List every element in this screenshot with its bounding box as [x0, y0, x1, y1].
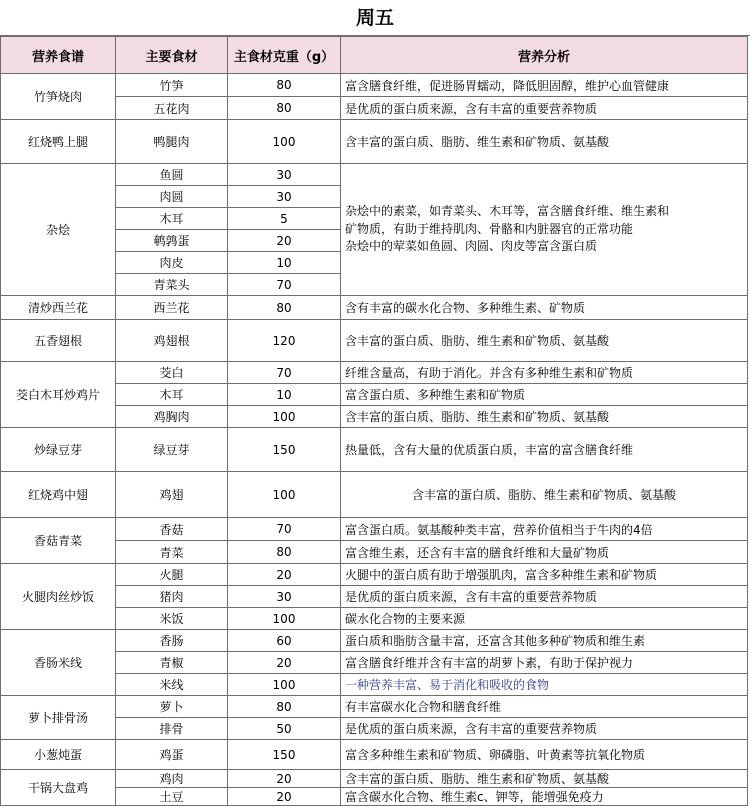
table-row	[1, 320, 748, 362]
table-row	[1, 472, 748, 518]
nutrition-analysis: 富含多种维生素和矿物质、卵磷脂、叶黄素等抗氧化物质	[341, 740, 748, 770]
recipe-name: 清炒西兰花	[1, 296, 116, 320]
menu-body	[1, 74, 748, 806]
ingredient-weight: 100	[228, 472, 341, 518]
nutrition-analysis: 含丰富的蛋白质、脂肪、维生素和矿物质、氨基酸	[341, 120, 748, 164]
nutrition-analysis: 含有丰富的碳水化合物、多种维生素、矿物质	[341, 296, 748, 320]
ingredient-name: 茭白	[116, 362, 228, 384]
ingredient-name: 青菜头	[116, 274, 228, 296]
ingredient-weight: 30	[228, 164, 341, 186]
ingredient-weight: 5	[228, 208, 341, 230]
ingredient-name: 绿豆芽	[116, 428, 228, 472]
nutrition-analysis: 富含维生素，还含有丰富的膳食纤维和大量矿物质	[341, 541, 748, 564]
ingredient-weight: 20	[228, 788, 341, 806]
nutrition-analysis: 富含膳食纤维并含有丰富的胡萝卜素，有助于保护视力	[341, 652, 748, 674]
table-row	[1, 518, 748, 541]
nutrition-analysis: 是优质的蛋白质来源，含有丰富的重要营养物质	[341, 718, 748, 740]
nutrition-analysis: 富含膳食纤维，促进肠胃蠕动，降低胆固醇，维护心血管健康	[341, 74, 748, 97]
table-row	[1, 770, 748, 788]
nutrition-analysis: 含丰富的蛋白质、脂肪、维生素和矿物质、氨基酸	[341, 406, 748, 428]
ingredient-name: 青椒	[116, 652, 228, 674]
nutrition-analysis: 热量低，含有大量的优质蛋白质，丰富的富含膳食纤维	[341, 428, 748, 472]
ingredient-name: 鱼圆	[116, 164, 228, 186]
table-row	[1, 74, 748, 97]
recipe-name: 香肠米线	[1, 630, 116, 696]
header-recipe: 营养食谱	[1, 37, 116, 74]
ingredient-name: 香肠	[116, 630, 228, 652]
ingredient-weight: 60	[228, 630, 341, 652]
recipe-name: 竹笋烧肉	[1, 74, 116, 120]
ingredient-name: 木耳	[116, 384, 228, 406]
header-analysis: 营养分析	[341, 37, 748, 74]
ingredient-weight: 150	[228, 428, 341, 472]
ingredient-name: 米饭	[116, 608, 228, 630]
ingredient-weight: 10	[228, 252, 341, 274]
nutrition-analysis: 碳水化合物的主要来源	[341, 608, 748, 630]
ingredient-weight: 100	[228, 406, 341, 428]
recipe-name: 杂烩	[1, 164, 116, 296]
ingredient-name: 竹笋	[116, 74, 228, 97]
nutrition-analysis: 富含碳水化合物、维生素c、钾等，能增强免疫力	[341, 788, 748, 806]
nutrition-analysis: 火腿中的蛋白质有助于增强肌肉，富含多种维生素和矿物质	[341, 564, 748, 586]
table-row	[1, 564, 748, 586]
ingredient-weight: 70	[228, 518, 341, 541]
ingredient-name: 鸭腿肉	[116, 120, 228, 164]
ingredient-weight: 30	[228, 586, 341, 608]
ingredient-weight: 80	[228, 696, 341, 718]
recipe-name: 小葱炖蛋	[1, 740, 116, 770]
recipe-name: 香菇青菜	[1, 518, 116, 564]
menu-table	[0, 36, 748, 806]
recipe-name: 茭白木耳炒鸡片	[1, 362, 116, 428]
nutrition-analysis: 富含蛋白质、多种维生素和矿物质	[341, 384, 748, 406]
ingredient-weight: 50	[228, 718, 341, 740]
ingredient-name: 木耳	[116, 208, 228, 230]
ingredient-weight: 20	[228, 230, 341, 252]
nutrition-analysis: 蛋白质和脂肪含量丰富，还富含其他多种矿物质和维生素	[341, 630, 748, 652]
ingredient-name: 鸡胸肉	[116, 406, 228, 428]
header-row	[1, 37, 748, 74]
recipe-name: 干锅大盘鸡	[1, 770, 116, 806]
ingredient-name: 鸡蛋	[116, 740, 228, 770]
table-row	[1, 120, 748, 164]
ingredient-name: 鹌鹑蛋	[116, 230, 228, 252]
table-row	[1, 362, 748, 384]
ingredient-weight: 70	[228, 362, 341, 384]
ingredient-weight: 10	[228, 384, 341, 406]
recipe-name: 五香翅根	[1, 320, 116, 362]
ingredient-weight: 20	[228, 770, 341, 788]
table-row	[1, 740, 748, 770]
recipe-name: 炒绿豆芽	[1, 428, 116, 472]
ingredient-weight: 70	[228, 274, 341, 296]
ingredient-weight: 150	[228, 740, 341, 770]
ingredient-name: 肉皮	[116, 252, 228, 274]
ingredient-name: 火腿	[116, 564, 228, 586]
ingredient-weight: 80	[228, 74, 341, 97]
ingredient-name: 鸡翅	[116, 472, 228, 518]
nutrition-analysis: 富含蛋白质。氨基酸种类丰富，营养价值相当于牛肉的4倍	[341, 518, 748, 541]
ingredient-name: 五花肉	[116, 97, 228, 120]
table-row	[1, 630, 748, 652]
nutrition-analysis: 是优质的蛋白质来源，含有丰富的重要营养物质	[341, 586, 748, 608]
nutrition-analysis: 纤维含量高，有助于消化。并含有多种维生素和矿物质	[341, 362, 748, 384]
ingredient-name: 香菇	[116, 518, 228, 541]
table-row	[1, 428, 748, 472]
ingredient-weight: 80	[228, 97, 341, 120]
nutrition-analysis: 是优质的蛋白质来源，含有丰富的重要营养物质	[341, 97, 748, 120]
ingredient-name: 萝卜	[116, 696, 228, 718]
ingredient-name: 排骨	[116, 718, 228, 740]
ingredient-name: 肉圆	[116, 186, 228, 208]
nutrition-analysis: 杂烩中的素菜，如青菜头、木耳等，富含膳食纤维、维生素和 矿物质，有助于维持肌肉、骨骼和内脏器官的正常功能 杂烩中的荤菜如鱼圆、肉圆、肉皮等富含蛋白质	[341, 164, 748, 296]
ingredient-name: 青菜	[116, 541, 228, 564]
nutrition-analysis: 有丰富碳水化合物和膳食纤维	[341, 696, 748, 718]
ingredient-name: 米线	[116, 674, 228, 696]
ingredient-weight: 20	[228, 564, 341, 586]
ingredient-name: 猪肉	[116, 586, 228, 608]
page-title: 周五	[0, 0, 750, 36]
ingredient-weight: 30	[228, 186, 341, 208]
ingredient-name: 鸡肉	[116, 770, 228, 788]
recipe-name: 红烧鸡中翅	[1, 472, 116, 518]
nutrition-analysis: 含丰富的蛋白质、脂肪、维生素和矿物质、氨基酸	[341, 320, 748, 362]
table-row	[1, 164, 748, 186]
ingredient-weight: 80	[228, 541, 341, 564]
nutrition-analysis: 含丰富的蛋白质、脂肪、维生素和矿物质、氨基酸	[341, 770, 748, 788]
ingredient-weight: 20	[228, 652, 341, 674]
ingredient-name: 鸡翅根	[116, 320, 228, 362]
table-row	[1, 696, 748, 718]
ingredient-name: 西兰花	[116, 296, 228, 320]
header-ingredient: 主要食材	[116, 37, 228, 74]
ingredient-weight: 100	[228, 674, 341, 696]
ingredient-weight: 100	[228, 608, 341, 630]
ingredient-weight: 120	[228, 320, 341, 362]
recipe-name: 萝卜排骨汤	[1, 696, 116, 740]
nutrition-analysis: 一种营养丰富、易于消化和吸收的食物	[341, 674, 748, 696]
ingredient-weight: 80	[228, 296, 341, 320]
recipe-name: 火腿肉丝炒饭	[1, 564, 116, 630]
ingredient-name: 土豆	[116, 788, 228, 806]
header-weight: 主食材克重（g）	[228, 37, 341, 74]
nutrition-analysis: 含丰富的蛋白质、脂肪、维生素和矿物质、氨基酸	[341, 472, 748, 518]
ingredient-weight: 100	[228, 120, 341, 164]
recipe-name: 红烧鸭上腿	[1, 120, 116, 164]
table-row	[1, 296, 748, 320]
